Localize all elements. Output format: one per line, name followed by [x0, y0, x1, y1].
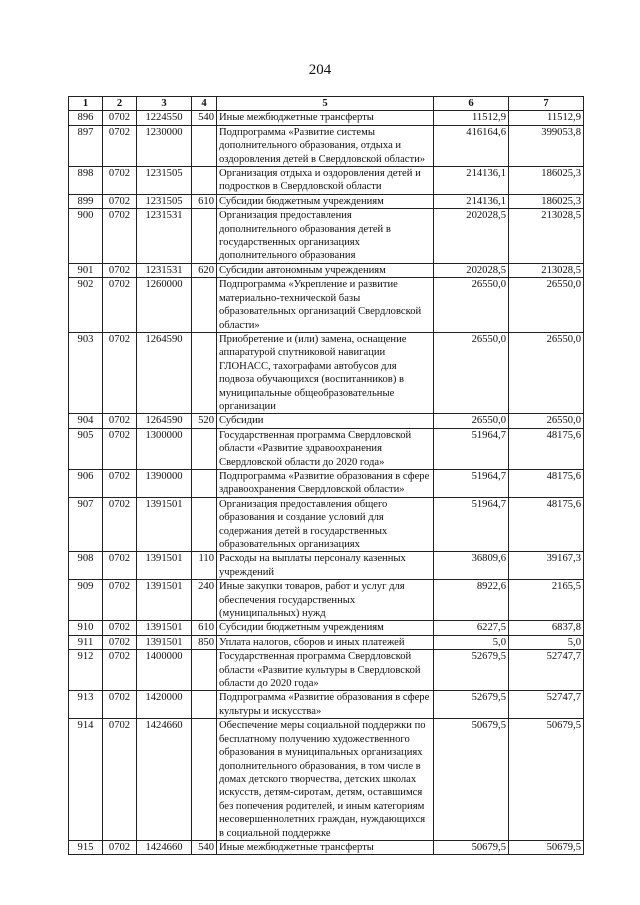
expense-type-code: 520	[192, 414, 217, 428]
table-row	[69, 469, 584, 497]
amount-col-7: 2165,5	[509, 580, 584, 621]
expense-type-code	[192, 125, 217, 166]
target-code: 1420000	[137, 691, 192, 719]
item-name: Государственная программа Свердловской области «Развитие культуры в Свердловской области до 2020 года»	[217, 650, 434, 691]
row-number: 912	[69, 650, 103, 691]
section-code: 0702	[103, 840, 137, 854]
expense-type-code: 240	[192, 580, 217, 621]
target-code: 1300000	[137, 428, 192, 469]
expense-type-code: 850	[192, 635, 217, 649]
expense-type-code: 610	[192, 194, 217, 208]
amount-col-6: 26550,0	[434, 414, 509, 428]
row-number: 906	[69, 469, 103, 497]
item-name: Субсидии автономным учреждениям	[217, 263, 434, 277]
column-header: 3	[137, 97, 192, 111]
expense-type-code: 540	[192, 840, 217, 854]
row-number: 915	[69, 840, 103, 854]
amount-col-7: 50679,5	[509, 840, 584, 854]
expense-type-code	[192, 278, 217, 333]
amount-col-6: 51964,7	[434, 497, 509, 552]
expense-type-code	[192, 719, 217, 841]
section-code: 0702	[103, 428, 137, 469]
item-name: Подпрограмма «Укрепление и развитие материально-технической базы образовательных организаций Свердловской области»	[217, 278, 434, 333]
target-code: 1391501	[137, 635, 192, 649]
row-number: 907	[69, 497, 103, 552]
amount-col-7: 213028,5	[509, 209, 584, 264]
row-number: 897	[69, 125, 103, 166]
target-code: 1391501	[137, 552, 192, 580]
item-name: Организация предоставления дополнительного образования детей в государственных организациях дополнительного образования	[217, 209, 434, 264]
target-code: 1424660	[137, 840, 192, 854]
expense-type-code: 610	[192, 621, 217, 635]
target-code: 1391501	[137, 497, 192, 552]
item-name: Подпрограмма «Развитие образования в сфере культуры и искусства»	[217, 691, 434, 719]
section-code: 0702	[103, 125, 137, 166]
table-row	[69, 209, 584, 264]
amount-col-6: 214136,1	[434, 194, 509, 208]
section-code: 0702	[103, 691, 137, 719]
table-row	[69, 497, 584, 552]
table-row	[69, 194, 584, 208]
amount-col-7: 399053,8	[509, 125, 584, 166]
amount-col-6: 36809,6	[434, 552, 509, 580]
amount-col-7: 11512,9	[509, 111, 584, 125]
table-row	[69, 635, 584, 649]
expense-type-code	[192, 428, 217, 469]
amount-col-7: 48175,6	[509, 469, 584, 497]
expense-type-code	[192, 650, 217, 691]
item-name: Расходы на выплаты персоналу казенных учреждений	[217, 552, 434, 580]
expense-type-code	[192, 469, 217, 497]
section-code: 0702	[103, 111, 137, 125]
item-name: Организация отдыха и оздоровления детей и подростков в Свердловской области	[217, 167, 434, 195]
amount-col-6: 50679,5	[434, 719, 509, 841]
amount-col-7: 186025,3	[509, 167, 584, 195]
table-row	[69, 691, 584, 719]
amount-col-7: 26550,0	[509, 278, 584, 333]
target-code: 1391501	[137, 621, 192, 635]
item-name: Иные межбюджетные трансферты	[217, 111, 434, 125]
target-code: 1424660	[137, 719, 192, 841]
section-code: 0702	[103, 278, 137, 333]
table-row	[69, 621, 584, 635]
page-number: 204	[308, 62, 332, 78]
target-code: 1390000	[137, 469, 192, 497]
amount-col-7: 5,0	[509, 635, 584, 649]
amount-col-6: 8922,6	[434, 580, 509, 621]
table-row	[69, 125, 584, 166]
item-name: Субсидии бюджетным учреждениям	[217, 194, 434, 208]
item-name: Подпрограмма «Развитие образования в сфере здравоохранения Свердловской области»	[217, 469, 434, 497]
table-row	[69, 167, 584, 195]
budget-table	[68, 96, 584, 855]
target-code: 1264590	[137, 414, 192, 428]
section-code: 0702	[103, 719, 137, 841]
target-code: 1260000	[137, 278, 192, 333]
table-row	[69, 580, 584, 621]
row-number: 896	[69, 111, 103, 125]
target-code: 1231531	[137, 263, 192, 277]
target-code: 1230000	[137, 125, 192, 166]
row-number: 902	[69, 278, 103, 333]
expense-type-code	[192, 332, 217, 413]
section-code: 0702	[103, 414, 137, 428]
column-header: 2	[103, 97, 137, 111]
expense-type-code: 620	[192, 263, 217, 277]
expense-type-code: 540	[192, 111, 217, 125]
target-code: 1391501	[137, 580, 192, 621]
row-number: 899	[69, 194, 103, 208]
amount-col-7: 48175,6	[509, 497, 584, 552]
amount-col-7: 6837,8	[509, 621, 584, 635]
column-header: 1	[69, 97, 103, 111]
section-code: 0702	[103, 332, 137, 413]
item-name: Субсидии бюджетным учреждениям	[217, 621, 434, 635]
amount-col-7: 52747,7	[509, 650, 584, 691]
table-row	[69, 552, 584, 580]
amount-col-6: 202028,5	[434, 263, 509, 277]
amount-col-6: 50679,5	[434, 840, 509, 854]
amount-col-7: 26550,0	[509, 332, 584, 413]
target-code: 1264590	[137, 332, 192, 413]
item-name: Субсидии	[217, 414, 434, 428]
table-header-row	[69, 97, 584, 111]
table-row	[69, 278, 584, 333]
section-code: 0702	[103, 263, 137, 277]
row-number: 911	[69, 635, 103, 649]
table-row	[69, 263, 584, 277]
expense-type-code	[192, 497, 217, 552]
expense-type-code	[192, 167, 217, 195]
amount-col-7: 48175,6	[509, 428, 584, 469]
table-row	[69, 840, 584, 854]
row-number: 909	[69, 580, 103, 621]
table-row	[69, 414, 584, 428]
amount-col-7: 186025,3	[509, 194, 584, 208]
column-header: 7	[509, 97, 584, 111]
amount-col-6: 26550,0	[434, 332, 509, 413]
target-code: 1231505	[137, 167, 192, 195]
row-number: 905	[69, 428, 103, 469]
section-code: 0702	[103, 194, 137, 208]
section-code: 0702	[103, 635, 137, 649]
expense-type-code: 110	[192, 552, 217, 580]
amount-col-7: 213028,5	[509, 263, 584, 277]
target-code: 1400000	[137, 650, 192, 691]
amount-col-7: 39167,3	[509, 552, 584, 580]
amount-col-7: 50679,5	[509, 719, 584, 841]
target-code: 1231531	[137, 209, 192, 264]
item-name: Обеспечение меры социальной поддержки по бесплатному получению художественного образования в муниципальных организациях дополнительного образования, в том числе в домах детского творчества, детских школах искусств, детям-сиротам, детям, оставшимся без попечения родителей, и иным категориям несовершеннолетних граждан, нуждающихся в социальной поддержке	[217, 719, 434, 841]
table-row	[69, 428, 584, 469]
item-name: Организация предоставления общего образования и создание условий для содержания детей в государственных образовательных организациях	[217, 497, 434, 552]
row-number: 908	[69, 552, 103, 580]
row-number: 913	[69, 691, 103, 719]
section-code: 0702	[103, 167, 137, 195]
section-code: 0702	[103, 469, 137, 497]
amount-col-6: 51964,7	[434, 469, 509, 497]
item-name: Государственная программа Свердловской области «Развитие здравоохранения Свердловской области до 2020 года»	[217, 428, 434, 469]
item-name: Иные межбюджетные трансферты	[217, 840, 434, 854]
section-code: 0702	[103, 209, 137, 264]
item-name: Приобретение и (или) замена, оснащение аппаратурой спутниковой навигации ГЛОНАСС, тахографами автобусов для подвоза обучающихся (воспитанников) в муниципальные общеобразовательные организации	[217, 332, 434, 413]
expense-type-code	[192, 691, 217, 719]
item-name: Уплата налогов, сборов и иных платежей	[217, 635, 434, 649]
amount-col-6: 5,0	[434, 635, 509, 649]
column-header: 5	[217, 97, 434, 111]
row-number: 910	[69, 621, 103, 635]
target-code: 1231505	[137, 194, 192, 208]
amount-col-6: 52679,5	[434, 691, 509, 719]
section-code: 0702	[103, 580, 137, 621]
item-name: Иные закупки товаров, работ и услуг для обеспечения государственных (муниципальных) нужд	[217, 580, 434, 621]
amount-col-6: 11512,9	[434, 111, 509, 125]
table-row	[69, 650, 584, 691]
table-row	[69, 111, 584, 125]
expense-type-code	[192, 209, 217, 264]
row-number: 898	[69, 167, 103, 195]
section-code: 0702	[103, 621, 137, 635]
row-number: 904	[69, 414, 103, 428]
amount-col-6: 214136,1	[434, 167, 509, 195]
target-code: 1224550	[137, 111, 192, 125]
amount-col-6: 416164,6	[434, 125, 509, 166]
column-header: 6	[434, 97, 509, 111]
amount-col-7: 52747,7	[509, 691, 584, 719]
amount-col-6: 52679,5	[434, 650, 509, 691]
row-number: 903	[69, 332, 103, 413]
row-number: 901	[69, 263, 103, 277]
section-code: 0702	[103, 650, 137, 691]
amount-col-6: 26550,0	[434, 278, 509, 333]
row-number: 914	[69, 719, 103, 841]
item-name: Подпрограмма «Развитие системы дополнительного образования, отдыха и оздоровления детей в Свердловской области»	[217, 125, 434, 166]
column-header: 4	[192, 97, 217, 111]
amount-col-6: 6227,5	[434, 621, 509, 635]
section-code: 0702	[103, 552, 137, 580]
amount-col-6: 202028,5	[434, 209, 509, 264]
amount-col-7: 26550,0	[509, 414, 584, 428]
table-row	[69, 719, 584, 841]
amount-col-6: 51964,7	[434, 428, 509, 469]
section-code: 0702	[103, 497, 137, 552]
table-row	[69, 332, 584, 413]
row-number: 900	[69, 209, 103, 264]
